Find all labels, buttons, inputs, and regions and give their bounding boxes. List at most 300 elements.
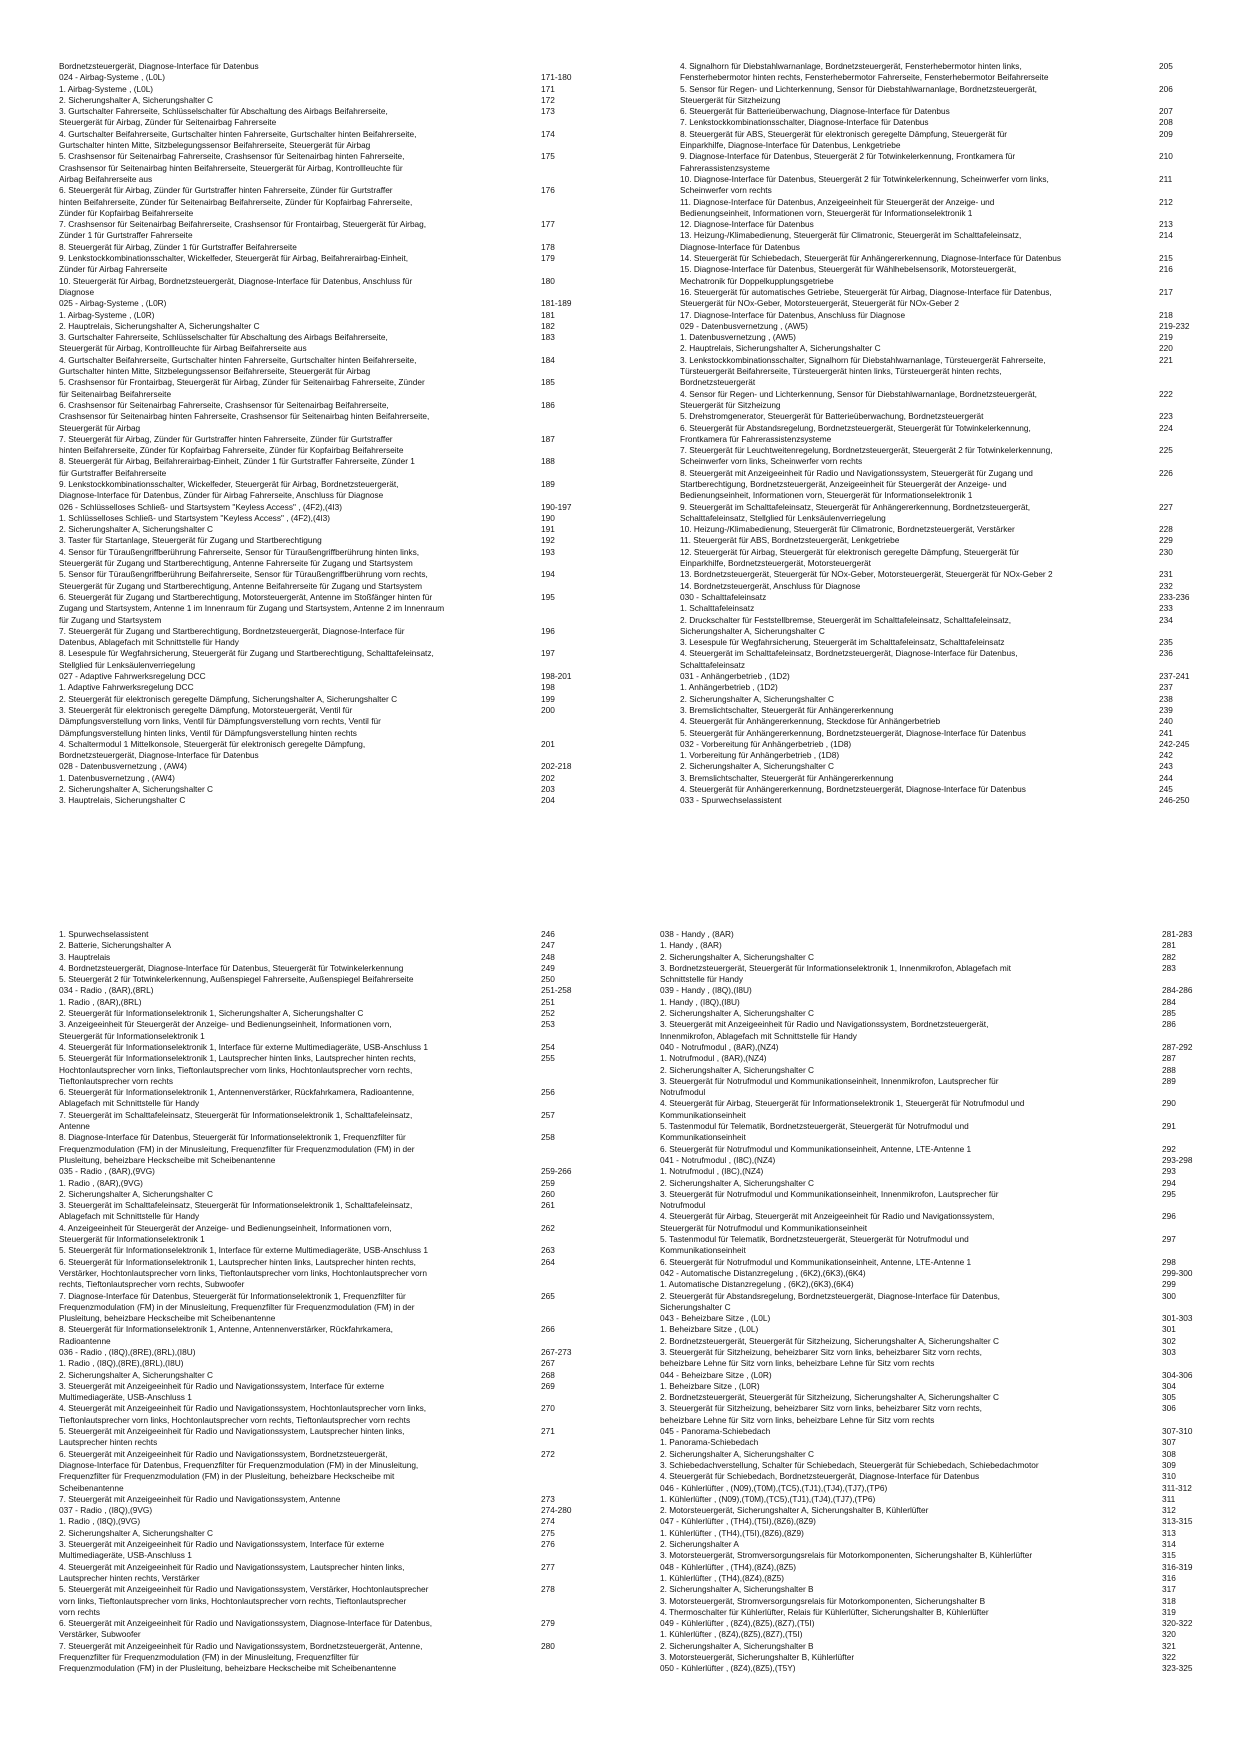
- entry-page-number: 286: [1162, 1019, 1176, 1030]
- index-entry[interactable]: [59, 61, 585, 72]
- entry-page-number: 234: [1159, 614, 1173, 625]
- index-entry[interactable]: [660, 1313, 1205, 1324]
- entry-title: 4. Gurtschalter Beifahrerseite, Gurtschalter hinten Fahrerseite, Gurtschalter hinten Beifahrerseite, Gurtschalter hinten Mitte, Sitzbelegungssensor Beifahrerseite, Steuergerät für Airbag: [59, 128, 417, 151]
- entry-page-number: 256: [541, 1087, 555, 1098]
- entry-page-number: 233: [1159, 603, 1173, 614]
- index-entry[interactable]: [59, 929, 585, 940]
- entry-page-number: 223: [1159, 411, 1173, 422]
- index-entry[interactable]: [680, 535, 1205, 546]
- index-entry[interactable]: [59, 106, 585, 129]
- entry-page-number: 315: [1162, 1550, 1176, 1561]
- entry-page-number: 247: [541, 940, 555, 951]
- entry-page-number: 301-303: [1162, 1313, 1193, 1324]
- index-entry[interactable]: [660, 997, 1205, 1008]
- entry-page-number: 284-286: [1162, 985, 1193, 996]
- index-entry[interactable]: [59, 1494, 585, 1505]
- index-entry[interactable]: [660, 1008, 1205, 1019]
- index-entry[interactable]: [59, 1110, 585, 1133]
- index-entry[interactable]: [59, 1053, 585, 1087]
- index-entry[interactable]: [680, 671, 1205, 682]
- index-entry[interactable]: [660, 1053, 1205, 1064]
- index-entry[interactable]: [660, 1065, 1205, 1076]
- entry-page-number: 305: [1162, 1392, 1176, 1403]
- index-entry[interactable]: [660, 952, 1205, 963]
- entry-title: 13. Heizung-/Klimabedienung, Steuergerät für Climatronic, Steuergerät im Schalttafeleinsatz, Diagnose-Interface für Datenbus: [680, 230, 1022, 252]
- index-entry[interactable]: [59, 648, 585, 671]
- index-entry[interactable]: [59, 705, 585, 739]
- index-entry[interactable]: [660, 1042, 1205, 1053]
- index-entry[interactable]: [660, 1121, 1205, 1144]
- entry-title: 2. Sicherungshalter A, Sicherungshalter C: [59, 524, 214, 535]
- entry-page-number: 284: [1162, 996, 1176, 1007]
- entry-page-number: 179: [541, 253, 555, 264]
- entry-page-number: 323-325: [1162, 1663, 1193, 1674]
- entry-title: 14. Steuergerät für Schiebedach, Steuergerät für Anhängererkennung, Diagnose-Interface für Datenbus: [680, 253, 1061, 264]
- index-entry[interactable]: [59, 626, 585, 649]
- entry-page-number: 257: [541, 1109, 555, 1120]
- index-entry[interactable]: [660, 1392, 1205, 1403]
- index-entry[interactable]: [59, 1223, 585, 1246]
- entry-page-number: 230: [1159, 546, 1173, 557]
- index-entry[interactable]: [59, 84, 585, 95]
- index-entry[interactable]: [660, 1562, 1205, 1573]
- entry-page-number: 219: [1159, 332, 1173, 343]
- index-entry[interactable]: [59, 95, 585, 106]
- index-entry[interactable]: [59, 434, 585, 457]
- index-entry[interactable]: [59, 1042, 585, 1053]
- index-entry[interactable]: [59, 671, 585, 682]
- index-entry[interactable]: [660, 1437, 1205, 1448]
- index-entry[interactable]: [660, 1019, 1205, 1042]
- index-entry[interactable]: [59, 1178, 585, 1189]
- index-entry[interactable]: [660, 1471, 1205, 1482]
- index-entry[interactable]: [660, 1607, 1205, 1618]
- index-entry[interactable]: [680, 411, 1205, 422]
- index-entry[interactable]: [59, 1189, 585, 1200]
- index-entry[interactable]: [680, 174, 1205, 197]
- index-entry[interactable]: [59, 1562, 585, 1585]
- entry-page-number: 252: [541, 1008, 555, 1019]
- entry-title: 4. Steuergerät für Informationselektronik 1, Interface für externe Multimediageräte, USB-Anschluss 1: [59, 1041, 428, 1052]
- index-entry[interactable]: [680, 569, 1205, 580]
- entry-page-number: 171-180: [541, 72, 572, 83]
- index-entry[interactable]: [660, 940, 1205, 951]
- index-entry[interactable]: [59, 321, 585, 332]
- entry-title: 5. Steuergerät für Informationselektronik 1, Interface für externe Multimediageräte, USB-Anschluss 1: [59, 1245, 428, 1256]
- entry-title: 9. Diagnose-Interface für Datenbus, Steuergerät 2 für Totwinkelerkennung, Frontkamera für Fahrerassistenzsysteme: [680, 151, 1016, 173]
- entry-title: 5. Steuergerät mit Anzeigeeinheit für Radio und Navigationssystem, Lautsprecher hinten links, Lautsprecher hinten rechts: [59, 1426, 405, 1448]
- entry-title: 14. Bordnetzsteuergerät, Anschluss für Diagnose: [680, 580, 861, 591]
- entry-page-number: 213: [1159, 219, 1173, 230]
- index-entry[interactable]: [59, 1358, 585, 1369]
- entry-title: 6. Steuergerät für Abstandsregelung, Bordnetzsteuergerät, Steuergerät für Totwinkelerkennung, Frontkamera für Fahrerassistenzsysteme: [680, 422, 1031, 444]
- entry-page-number: 243: [1159, 761, 1173, 772]
- index-column-bottom-left: [59, 929, 585, 1675]
- index-entry[interactable]: [59, 1381, 585, 1404]
- entry-title: 17. Diagnose-Interface für Datenbus, Anschluss für Diagnose: [680, 309, 906, 320]
- entry-page-number: 320: [1162, 1629, 1176, 1640]
- entry-title: 3. Lenkstockkombinationsschalter, Signalhorn für Diebstahlwarnanlage, Türsteuergerät Fahrerseite, Türsteuergerät Beifahrerseite, Türsteuergerät hinten links, Türsteuergerät hinten rechts, Bordnetzsteuergerät: [680, 354, 1046, 388]
- index-entry[interactable]: [59, 524, 585, 535]
- index-entry[interactable]: [59, 456, 585, 479]
- entry-title: 2. Steuergerät für elektronisch geregelte Dämpfung, Sicherungshalter A, Sicherungshalter C: [59, 693, 398, 704]
- index-entry[interactable]: [680, 637, 1205, 648]
- index-entry[interactable]: [660, 1516, 1205, 1527]
- entry-title: 12. Steuergerät für Airbag, Steuergerät für elektronisch geregelte Dämpfung, Steuergerät für Einparkhilfe, Bordnetzsteuergerät, Motorsteuergerät: [680, 546, 1019, 569]
- index-entry[interactable]: [680, 682, 1205, 693]
- index-entry[interactable]: [680, 524, 1205, 535]
- index-entry[interactable]: [660, 1076, 1205, 1099]
- entry-title: 12. Diagnose-Interface für Datenbus: [680, 219, 814, 230]
- index-entry[interactable]: [680, 117, 1205, 128]
- entry-page-number: 218: [1159, 309, 1173, 320]
- index-entry[interactable]: [59, 761, 585, 772]
- entry-title: 10. Steuergerät für Airbag, Bordnetzsteuergerät, Diagnose-Interface für Datenbus, Anschluss für Diagnose: [59, 275, 413, 297]
- index-entry[interactable]: [59, 535, 585, 546]
- index-entry[interactable]: [680, 264, 1205, 287]
- entry-page-number: 186: [541, 399, 555, 410]
- index-entry[interactable]: [59, 985, 585, 996]
- entry-page-number: 184: [541, 354, 555, 365]
- entry-title: 3. Hauptrelais: [59, 951, 111, 962]
- entry-title: 2. Druckschalter für Feststellbremse, Steuergerät im Schalttafeleinsatz, Schalttafeleinsatz, Sicherungshalter A, Sicherungshalter C: [680, 614, 1012, 636]
- index-entry[interactable]: [59, 1528, 585, 1539]
- entry-page-number: 198: [541, 682, 555, 693]
- entry-title: 3. Motorsteuergerät, Stromversorgungsrelais für Motorkomponenten, Sicherungshalter B, Kühlerlüfter: [660, 1550, 1033, 1561]
- index-entry[interactable]: [59, 773, 585, 784]
- entry-page-number: 174: [541, 128, 555, 139]
- entry-title: 1. Beheizbare Sitze , (L0L): [660, 1324, 759, 1335]
- index-entry[interactable]: [660, 1178, 1205, 1189]
- entry-page-number: 300: [1162, 1290, 1176, 1301]
- entry-page-number: 209: [1159, 128, 1173, 139]
- entry-page-number: 180: [541, 275, 555, 286]
- index-entry[interactable]: [660, 1370, 1205, 1381]
- index-entry[interactable]: [680, 423, 1205, 446]
- index-entry[interactable]: [660, 1324, 1205, 1335]
- entry-title: 3. Bremslichtschalter, Steuergerät für Anhängererkennung: [680, 772, 894, 783]
- index-entry[interactable]: [680, 773, 1205, 784]
- entry-title: 1. Kühlerlüfter , (TH4),(8Z4),(8Z5): [660, 1572, 785, 1583]
- index-entry[interactable]: [660, 1629, 1205, 1640]
- index-entry[interactable]: [59, 479, 585, 502]
- entry-title: 3. Steuergerät mit Anzeigeeinheit für Radio und Navigationssystem, Interface für externe Multimediageräte, USB-Anschluss 1: [59, 1539, 385, 1561]
- index-entry[interactable]: [680, 581, 1205, 592]
- index-entry[interactable]: [680, 739, 1205, 750]
- index-entry[interactable]: [660, 1155, 1205, 1166]
- index-entry[interactable]: [680, 389, 1205, 412]
- index-entry[interactable]: [59, 997, 585, 1008]
- entry-page-number: 238: [1159, 693, 1173, 704]
- index-entry[interactable]: [59, 513, 585, 524]
- entry-page-number: 278: [541, 1584, 555, 1595]
- entry-page-number: 192: [541, 535, 555, 546]
- index-entry[interactable]: [59, 1087, 585, 1110]
- index-entry[interactable]: [59, 1257, 585, 1291]
- index-entry[interactable]: [680, 761, 1205, 772]
- index-entry[interactable]: [59, 1200, 585, 1223]
- index-entry[interactable]: [680, 321, 1205, 332]
- entry-title: 047 - Kühlerlüfter , (TH4),(T5I),(8Z6),(8Z9): [660, 1516, 816, 1527]
- entry-page-number: 310: [1162, 1471, 1176, 1482]
- entry-page-number: 268: [541, 1369, 555, 1380]
- index-entry[interactable]: [59, 1403, 585, 1426]
- index-entry[interactable]: [680, 84, 1205, 107]
- entry-title: 16. Steuergerät für automatisches Getriebe, Steuergerät für Airbag, Diagnose-Interface für Datenbus, Steuergerät für NOx-Geber, Motorsteuergerät, Steuergerät für NOx-Geber 2: [680, 286, 1052, 309]
- index-entry[interactable]: [680, 750, 1205, 761]
- entry-page-number: 266: [541, 1324, 555, 1335]
- index-entry[interactable]: [59, 377, 585, 400]
- index-entry[interactable]: [660, 1663, 1205, 1674]
- entry-page-number: 262: [541, 1222, 555, 1233]
- entry-title: Bordnetzsteuergerät, Diagnose-Interface für Datenbus: [59, 61, 259, 71]
- entry-page-number: 226: [1159, 467, 1173, 478]
- entry-title: 5. Steuergerät 2 für Totwinkelerkennung, Außenspiegel Fahrerseite, Außenspiegel Beifahrerseite: [59, 974, 414, 985]
- index-entry[interactable]: [59, 1347, 585, 1358]
- index-entry[interactable]: [59, 151, 585, 185]
- index-entry[interactable]: [59, 592, 585, 626]
- entry-title: 10. Diagnose-Interface für Datenbus, Steuergerät 2 für Totwinkelerkennung, Scheinwerfer vorn links, Scheinwerfer vorn rechts: [680, 173, 1049, 196]
- index-entry[interactable]: [660, 1573, 1205, 1584]
- index-entry[interactable]: [660, 963, 1205, 986]
- entry-title: 6. Steuergerät für Informationselektronik 1, Lautsprecher hinten links, Lautsprecher hinten rechts, Verstärker, Hochtonlautsprecher vorn links, Tieftonlautsprecher vorn links, Hochtonlautsprecher vorn rechts, Tieftonlautsprecher vorn rechts, Subwoofer: [59, 1256, 428, 1290]
- entry-page-number: 307-310: [1162, 1426, 1193, 1437]
- entry-title: 5. Steuergerät mit Anzeigeeinheit für Radio und Navigationssystem, Verstärker, Hochtonlautsprecher vorn links, Tieftonlautsprecher vorn links, Hochtonlautsprecher vorn rechts, Tieftonlautsprecher vorn rechts: [59, 1584, 429, 1617]
- entry-title: 7. Steuergerät für Airbag, Zünder für Gurtstraffer hinten Fahrerseite, Zünder für Gurtstraffer hinten Beifahrerseite, Zünder für Kopfairbag Fahrerseite, Zünder für Kopfairbag Beifahrerseite: [59, 433, 404, 456]
- entry-page-number: 320-322: [1162, 1618, 1193, 1629]
- entry-title: 3. Gurtschalter Fahrerseite, Schlüsselschalter für Abschaltung des Airbags Beifahrerseite, Steuergerät für Airbag, Zünder für Seitenairbag Fahrerseite: [59, 106, 388, 128]
- index-entry[interactable]: [59, 298, 585, 309]
- entry-title: 6. Steuergerät für Notrufmodul und Kommunikationseinheit, Antenne, LTE-Antenne 1: [660, 1256, 972, 1267]
- index-entry[interactable]: [660, 1528, 1205, 1539]
- index-entry[interactable]: [680, 230, 1205, 253]
- index-entry[interactable]: [59, 1166, 585, 1177]
- index-entry[interactable]: [59, 739, 585, 762]
- index-entry[interactable]: [660, 1268, 1205, 1279]
- entry-page-number: 281: [1162, 940, 1176, 951]
- entry-page-number: 182: [541, 320, 555, 331]
- index-entry[interactable]: [59, 1641, 585, 1675]
- index-entry[interactable]: [680, 615, 1205, 638]
- entry-page-number: 259-266: [541, 1166, 572, 1177]
- index-entry[interactable]: [59, 940, 585, 951]
- index-entry[interactable]: [59, 1370, 585, 1381]
- entry-page-number: 245: [1159, 784, 1173, 794]
- index-entry[interactable]: [680, 468, 1205, 502]
- index-entry[interactable]: [660, 1618, 1205, 1629]
- index-entry[interactable]: [660, 1584, 1205, 1595]
- index-entry[interactable]: [59, 1618, 585, 1641]
- index-entry[interactable]: [680, 253, 1205, 264]
- index-entry[interactable]: [660, 1494, 1205, 1505]
- entry-title: 1. Kühlerlüfter , (8Z4),(8Z5),(8Z7),(T5I): [660, 1629, 803, 1640]
- index-entry[interactable]: [680, 332, 1205, 343]
- index-entry[interactable]: [680, 61, 1205, 84]
- index-entry[interactable]: [59, 1008, 585, 1019]
- entry-title: 025 - Airbag-Systeme , (L0R): [59, 298, 167, 309]
- index-entry[interactable]: [59, 963, 585, 974]
- index-entry[interactable]: [660, 1505, 1205, 1516]
- index-entry[interactable]: [59, 784, 585, 795]
- entry-title: 4. Steuergerät für Airbag, Steuergerät mit Anzeigeeinheit für Radio und Navigationssystem, Steuergerät für Notrufmodul und Kommunikationseinheit: [660, 1211, 995, 1233]
- entry-title: 1. Anhängerbetrieb , (1D2): [680, 682, 778, 693]
- index-entry[interactable]: [680, 694, 1205, 705]
- entry-title: 10. Heizung-/Klimabedienung, Steuergerät für Climatronic, Bordnetzsteuergerät, Verstärker: [680, 524, 1015, 535]
- index-entry[interactable]: [660, 1539, 1205, 1550]
- entry-page-number: 171: [541, 83, 555, 94]
- index-entry[interactable]: [59, 974, 585, 985]
- entry-title: 2. Sicherungshalter A, Sicherungshalter C: [660, 1064, 815, 1075]
- index-entry[interactable]: [680, 547, 1205, 570]
- index-entry[interactable]: [59, 310, 585, 321]
- entry-page-number: 290: [1162, 1098, 1176, 1109]
- index-entry[interactable]: [59, 1505, 585, 1516]
- entry-title: 1. Radio , (8AR),(8RL): [59, 996, 142, 1007]
- entry-title: 11. Diagnose-Interface für Datenbus, Anzeigeeinheit für Steuergerät der Anzeige- und Bedienungseinheit, Informationen vorn, Steuergerät für Informationselektronik 1: [680, 196, 995, 218]
- index-entry[interactable]: [660, 1550, 1205, 1561]
- entry-title: 4. Steuergerät mit Anzeigeeinheit für Radio und Navigationssystem, Lautsprecher hinten links, Lautsprecher hinten rechts, Verstärker: [59, 1561, 405, 1583]
- entry-title: 044 - Beheizbare Sitze , (L0R): [660, 1369, 772, 1380]
- entry-page-number: 204: [541, 795, 555, 806]
- index-entry[interactable]: [660, 1144, 1205, 1155]
- entry-page-number: 215: [1159, 253, 1173, 264]
- index-entry[interactable]: [59, 502, 585, 513]
- index-entry[interactable]: [680, 219, 1205, 230]
- index-entry[interactable]: [59, 1426, 585, 1449]
- index-entry[interactable]: [680, 795, 1205, 806]
- index-entry[interactable]: [660, 1403, 1205, 1426]
- entry-title: 2. Hauptrelais, Sicherungshalter A, Sicherungshalter C: [680, 343, 881, 354]
- index-entry[interactable]: [59, 1449, 585, 1494]
- entry-title: 3. Steuergerät für Notrufmodul und Kommunikationseinheit, Innenmikrofon, Lautsprecher für Notrufmodul: [660, 1188, 999, 1211]
- index-entry[interactable]: [680, 502, 1205, 525]
- index-entry[interactable]: [59, 682, 585, 693]
- index-entry[interactable]: [660, 1291, 1205, 1314]
- index-entry[interactable]: [59, 355, 585, 378]
- index-entry[interactable]: [59, 1584, 585, 1618]
- index-entry[interactable]: [680, 603, 1205, 614]
- index-entry[interactable]: [660, 1098, 1205, 1121]
- entry-page-number: 282: [1162, 951, 1176, 962]
- index-entry[interactable]: [59, 1539, 585, 1562]
- index-entry[interactable]: [59, 400, 585, 434]
- entry-title: 3. Steuergerät für Sitzheizung, beheizbarer Sitz vorn links, beheizbarer Sitz vorn rechts, beheizbare Lehne für Sitz vorn links, beheizbare Lehne für Sitz vorn rechts: [660, 1403, 982, 1425]
- index-entry[interactable]: [680, 106, 1205, 117]
- index-entry[interactable]: [59, 952, 585, 963]
- index-entry[interactable]: [660, 1166, 1205, 1177]
- index-entry[interactable]: [660, 1449, 1205, 1460]
- index-entry[interactable]: [660, 1652, 1205, 1663]
- entry-title: 034 - Radio , (8AR),(8RL): [59, 985, 154, 996]
- index-entry[interactable]: [660, 1347, 1205, 1370]
- index-entry[interactable]: [59, 1516, 585, 1527]
- index-entry[interactable]: [660, 929, 1205, 940]
- index-entry[interactable]: [660, 1596, 1205, 1607]
- index-entry[interactable]: [59, 1291, 585, 1325]
- index-entry[interactable]: [59, 242, 585, 253]
- index-entry[interactable]: [680, 648, 1205, 671]
- entry-page-number: 276: [541, 1539, 555, 1550]
- index-entry[interactable]: [660, 1641, 1205, 1652]
- index-entry[interactable]: [59, 332, 585, 355]
- entry-page-number: 200: [541, 704, 555, 715]
- entry-title: 7. Steuergerät für Zugang und Startberechtigung, Bordnetzsteuergerät, Diagnose-Interface für Datenbus, Ablagefach mit Schnittstelle für Handy: [59, 625, 405, 648]
- index-entry[interactable]: [59, 219, 585, 242]
- index-entry[interactable]: [59, 1245, 585, 1256]
- index-entry[interactable]: [660, 1460, 1205, 1471]
- entry-page-number: 285: [1162, 1008, 1176, 1019]
- index-entry[interactable]: [660, 1483, 1205, 1494]
- index-entry[interactable]: [59, 185, 585, 219]
- index-entry[interactable]: [680, 355, 1205, 389]
- entry-title: 3. Motorsteuergerät, Sicherungshalter B, Kühlerlüfter: [660, 1652, 855, 1662]
- index-entry[interactable]: [660, 985, 1205, 996]
- index-entry[interactable]: [680, 151, 1205, 174]
- index-entry[interactable]: [660, 1189, 1205, 1212]
- entry-page-number: 288: [1162, 1064, 1176, 1075]
- index-entry[interactable]: [680, 197, 1205, 220]
- entry-page-number: 273: [541, 1493, 555, 1504]
- entry-title: 4. Steuergerät für Schiebedach, Bordnetzsteuergerät, Diagnose-Interface für Datenbus: [660, 1471, 980, 1482]
- index-entry[interactable]: [660, 1426, 1205, 1437]
- index-entry[interactable]: [59, 276, 585, 299]
- entry-page-number: 194: [541, 569, 555, 580]
- index-entry[interactable]: [660, 1257, 1205, 1268]
- index-entry[interactable]: [660, 1336, 1205, 1347]
- entry-page-number: 308: [1162, 1448, 1176, 1459]
- index-entry[interactable]: [59, 569, 585, 592]
- entry-title: 2. Sicherungshalter A, Sicherungshalter C: [660, 1177, 815, 1188]
- entry-title: 042 - Automatische Distanzregelung , (6K2),(6K3),(6K4): [660, 1267, 866, 1278]
- entry-title: 8. Steuergerät für ABS, Steuergerät für elektronisch geregelte Dämpfung, Steuergerät für Einparkhilfe, Diagnose-Interface für Datenbus, Lenkgetriebe: [680, 128, 1007, 151]
- entry-title: 1. Notrufmodul , (I8C),(NZ4): [660, 1166, 764, 1177]
- entry-page-number: 302: [1162, 1335, 1176, 1346]
- index-entry[interactable]: [59, 795, 585, 806]
- index-entry[interactable]: [680, 728, 1205, 739]
- index-entry[interactable]: [680, 310, 1205, 321]
- index-entry[interactable]: [59, 1324, 585, 1347]
- index-entry[interactable]: [660, 1234, 1205, 1257]
- index-entry[interactable]: [59, 1019, 585, 1042]
- entry-page-number: 246: [541, 929, 555, 939]
- index-entry[interactable]: [680, 129, 1205, 152]
- index-entry[interactable]: [59, 72, 585, 83]
- index-entry[interactable]: [680, 343, 1205, 354]
- index-entry[interactable]: [59, 694, 585, 705]
- index-entry[interactable]: [680, 784, 1205, 795]
- index-entry[interactable]: [660, 1279, 1205, 1290]
- entry-title: 5. Drehstromgenerator, Steuergerät für Batterieüberwachung, Bordnetzsteuergerät: [680, 411, 984, 422]
- index-entry[interactable]: [680, 592, 1205, 603]
- entry-page-number: 181-189: [541, 298, 572, 309]
- entry-page-number: 253: [541, 1019, 555, 1030]
- index-entry[interactable]: [680, 705, 1205, 716]
- index-entry[interactable]: [59, 547, 585, 570]
- entry-page-number: 299: [1162, 1279, 1176, 1290]
- index-entry[interactable]: [680, 287, 1205, 310]
- index-entry[interactable]: [59, 1132, 585, 1166]
- index-entry[interactable]: [660, 1381, 1205, 1392]
- index-entry[interactable]: [59, 129, 585, 152]
- index-entry[interactable]: [680, 716, 1205, 727]
- entry-title: 6. Crashsensor für Seitenairbag Fahrerseite, Crashsensor für Seitenairbag Beifahrerseite, Crashsensor für Seitenairbag hinten Fahrerseite, Crashsensor für Seitenairbag hinten Beifahrerseite, Steuergerät für Airbag: [59, 399, 430, 433]
- index-entry[interactable]: [680, 445, 1205, 468]
- index-entry[interactable]: [660, 1211, 1205, 1234]
- entry-title: 026 - Schlüsselloses Schließ- und Startsystem "Keyless Access" , (4F2),(4I3): [59, 501, 343, 512]
- entry-page-number: 254: [541, 1041, 555, 1052]
- index-entry[interactable]: [59, 253, 585, 276]
- entry-page-number: 233-236: [1159, 591, 1190, 602]
